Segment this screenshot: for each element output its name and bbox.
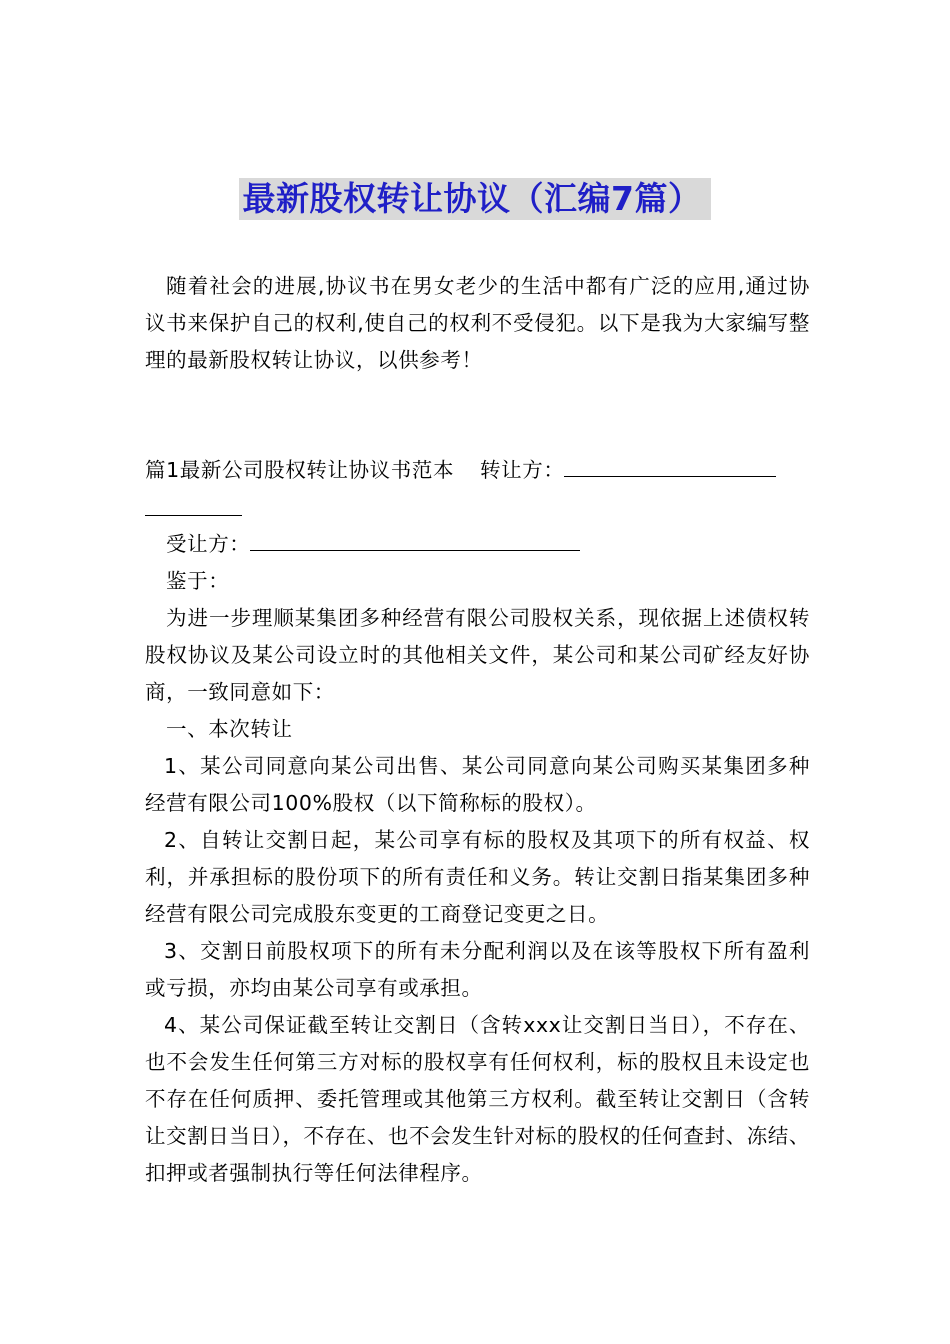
section-paragraph: 为进一步理顺某集团多种经营有限公司股权关系，现依据上述债权转股权协议及某公司设立时的其他相关文件，某公司和某公司矿经友好协商，一致同意如下： bbox=[145, 606, 810, 704]
section-paragraph: 3、交割日前股权项下的所有未分配利润以及在该等股权下所有盈利或亏损，亦均由某公司享有或承担。 bbox=[145, 939, 810, 1000]
transferee-line bbox=[145, 526, 810, 563]
whereas-label: 鉴于： bbox=[166, 569, 230, 593]
intro-block bbox=[145, 268, 810, 379]
section-paragraph: 1、某公司同意向某公司出售、某公司同意向某公司购买某集团多种经营有限公司100%股权（以下简称标的股权）。 bbox=[145, 754, 810, 815]
section-paragraph: 2、自转让交割日起，某公司享有标的股权及其项下的所有权益、权利，并承担标的股份项下的所有责任和义务。转让交割日指某集团多种经营有限公司完成股东变更的工商登记变更之日。 bbox=[145, 828, 810, 926]
section-heading-line bbox=[145, 452, 810, 489]
transferor-blank bbox=[564, 454, 776, 477]
intro-paragraph: 随着社会的进展,协议书在男女老少的生活中都有广泛的应用,通过协议书来保护自己的权利,使自己的权利不受侵犯。以下是我为大家编写整理的最新股权转让协议，以供参考！ bbox=[145, 274, 810, 372]
title-container bbox=[0, 178, 950, 220]
section-paragraph: 4、某公司保证截至转让交割日（含转xxx让交割日当日），不存在、也不会发生任何第三方对标的股权享有任何权利，标的股权且未设定也不存在任何质押、委托管理或其他第三方权利。截至转让交割日（含转让交割日当日），不存在、也不会发生针对标的股权的任何查封、冻结、扣押或者强制执行等任何法律程序。 bbox=[145, 1013, 810, 1185]
transferee-blank bbox=[250, 528, 580, 551]
document-title: 最新股权转让协议（汇编7篇） bbox=[239, 178, 712, 220]
section-paragraph: 一、本次转让 bbox=[166, 717, 293, 741]
transferor-label: 转让方： bbox=[480, 458, 565, 482]
section-heading: 篇1最新公司股权转让协议书范本 bbox=[145, 458, 455, 482]
transferor-blank-continued bbox=[145, 489, 242, 516]
transferee-label: 受让方： bbox=[166, 532, 251, 556]
section-1 bbox=[145, 452, 810, 1192]
